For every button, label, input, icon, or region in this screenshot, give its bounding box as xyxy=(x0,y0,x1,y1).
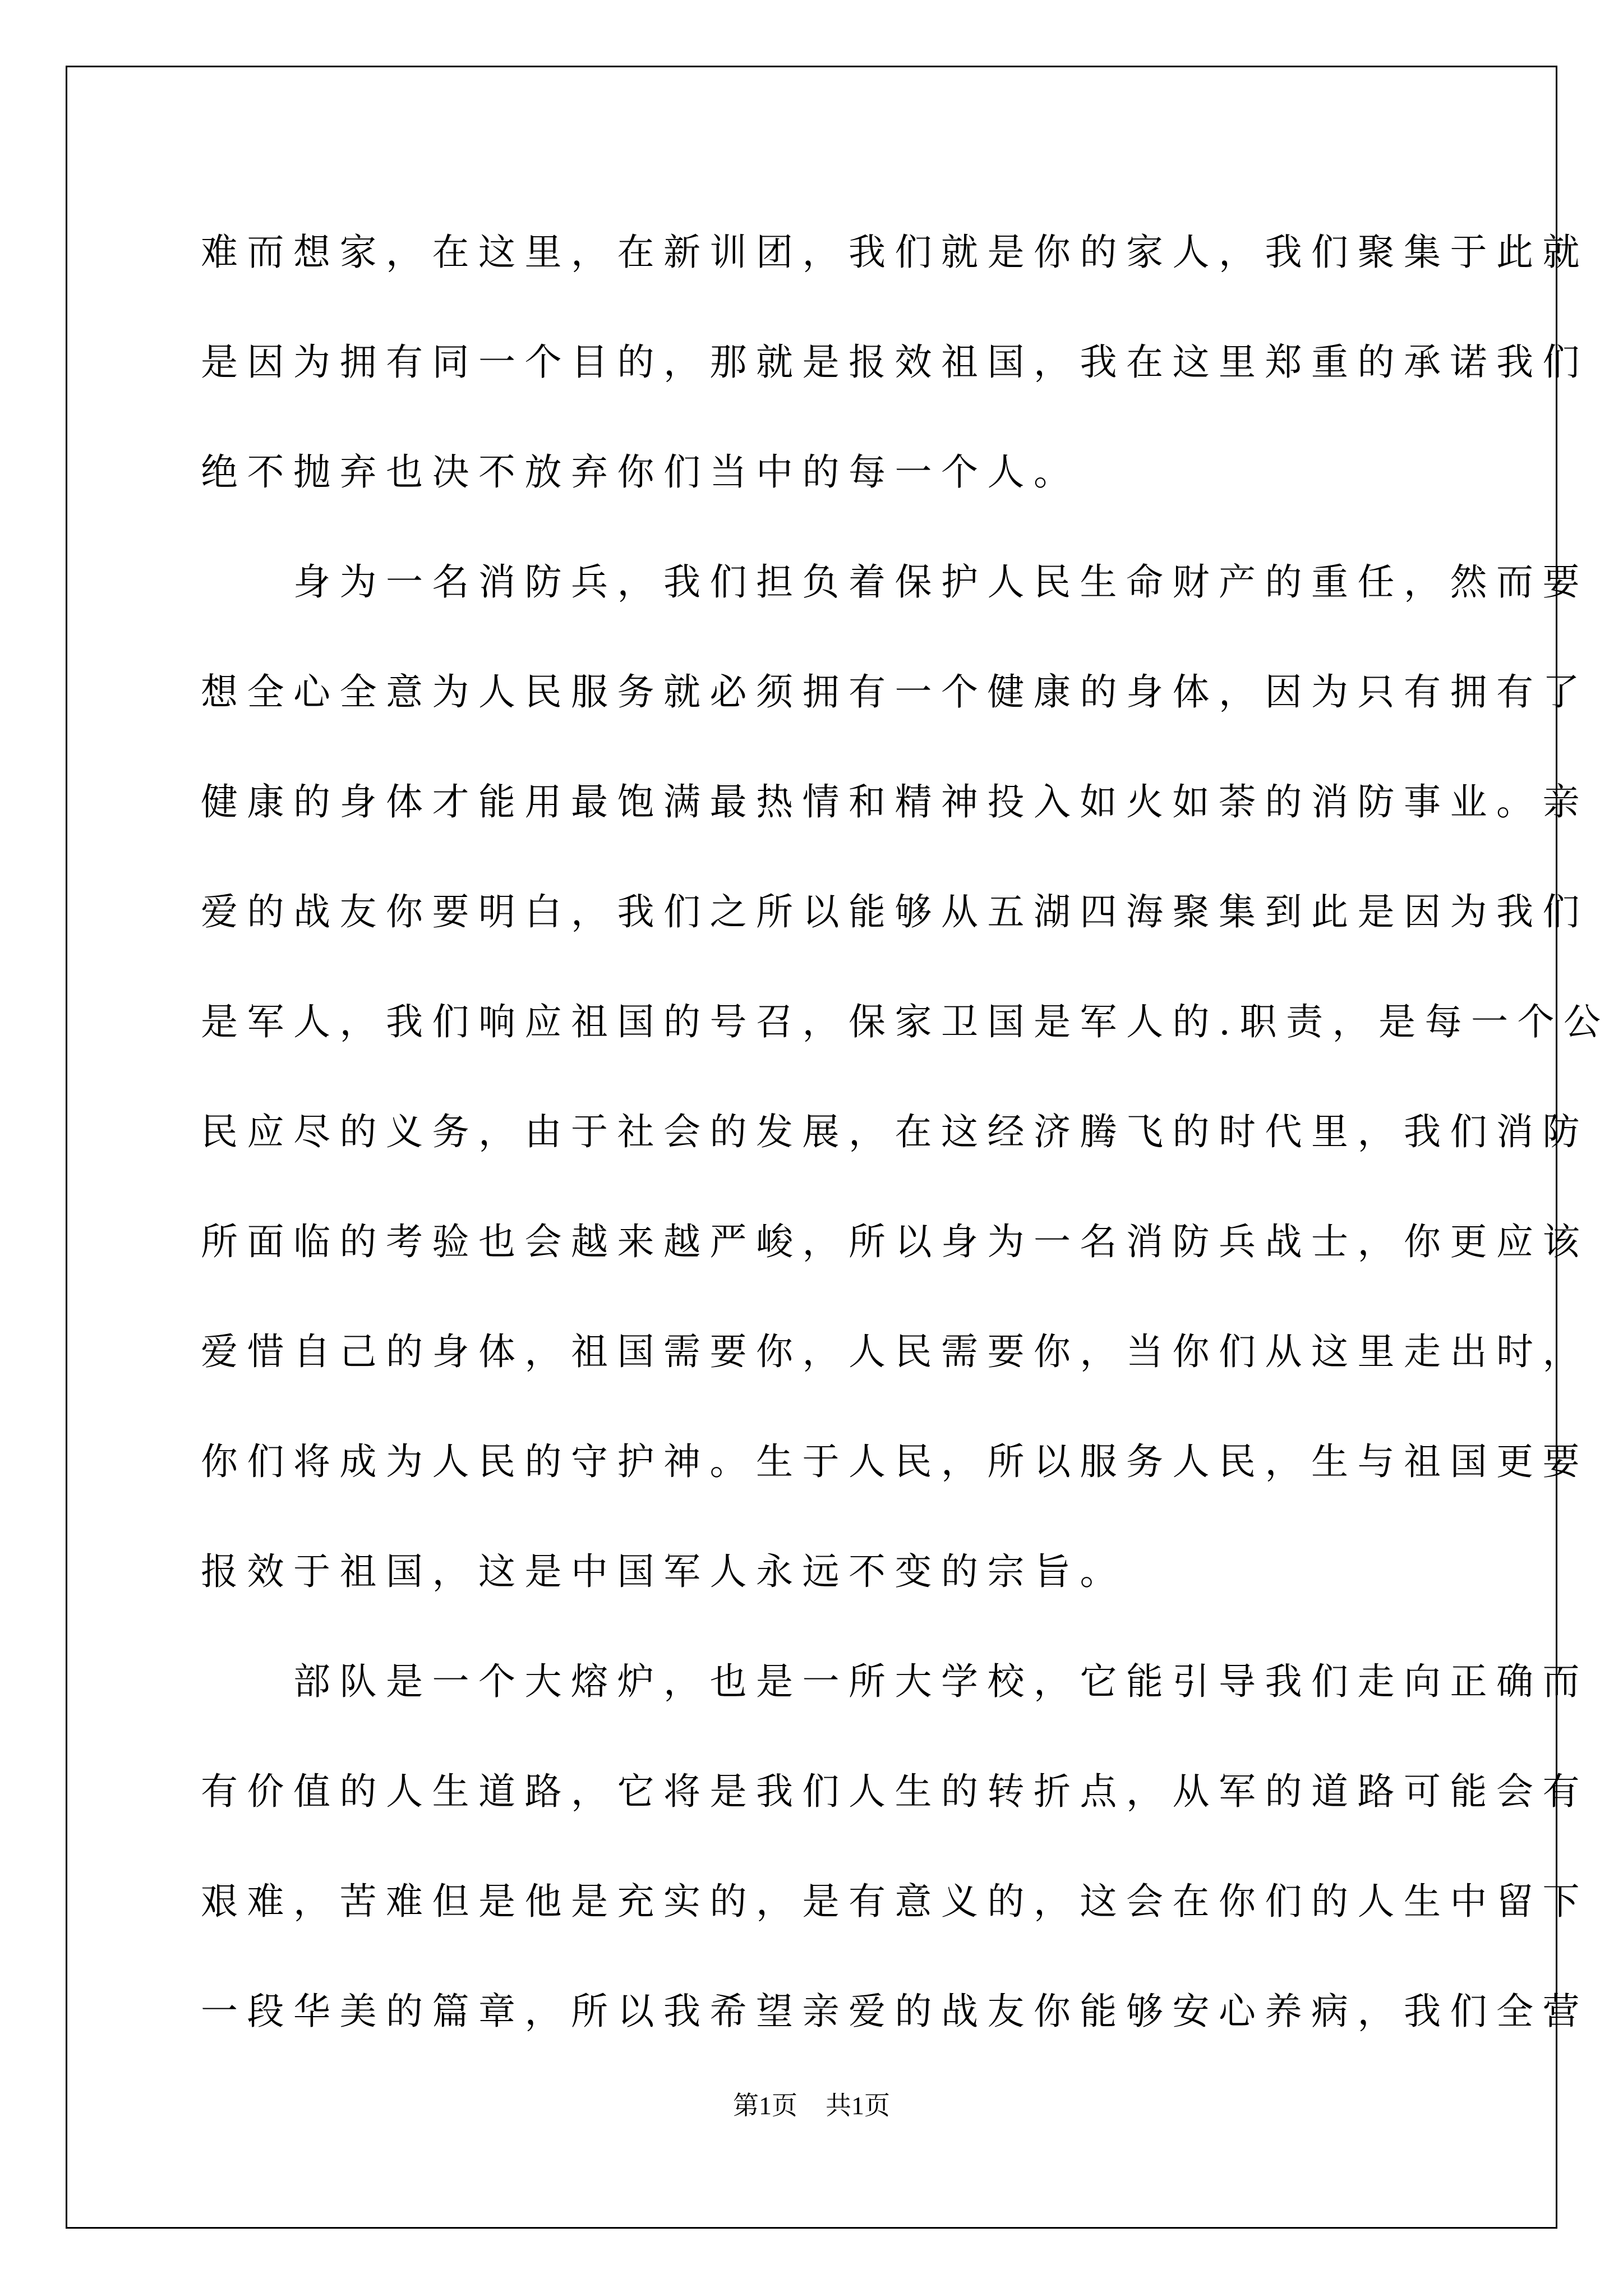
text-line: 身为一名消防兵，我们担负着保护人民生命财产的重任，然而要 xyxy=(201,560,1589,604)
text-line: 所面临的考验也会越来越严峻，所以身为一名消防兵战士，你更应该 xyxy=(201,1220,1589,1263)
page-number: 第1页 xyxy=(733,2091,797,2120)
text-line: 难而想家，在这里，在新训团，我们就是你的家人，我们聚集于此就 xyxy=(201,231,1589,274)
text-line: 健康的身体才能用最饱满最热情和精神投入如火如荼的消防事业。亲 xyxy=(201,780,1589,823)
document-body xyxy=(201,219,1610,2088)
text-line: 想全心全意为人民服务就必须拥有一个健康的身体，因为只有拥有了 xyxy=(201,670,1589,714)
text-line: 有价值的人生道路，它将是我们人生的转折点，从军的道路可能会有 xyxy=(201,1770,1589,1813)
page-footer xyxy=(0,2089,1623,2123)
page-total: 共1页 xyxy=(826,2091,890,2120)
text-line: 一段华美的篇章，所以我希望亲爱的战友你能够安心养病，我们全营 xyxy=(201,1990,1589,2033)
text-line: 报效于祖国，这是中国军人永远不变的宗旨。 xyxy=(201,1550,1126,1593)
text-line: 爱惜自己的身体，祖国需要你，人民需要你，当你们从这里走出时， xyxy=(201,1330,1589,1373)
text-line: 爱的战友你要明白，我们之所以能够从五湖四海聚集到此是因为我们 xyxy=(201,890,1589,933)
text-line: 是军人，我们响应祖国的号召，保家卫国是军人的.职责，是每一个公 xyxy=(201,1000,1610,1043)
text-line: 是因为拥有同一个目的，那就是报效祖国，我在这里郑重的承诺我们 xyxy=(201,341,1589,384)
text-line: 你们将成为人民的守护神。生于人民，所以服务人民，生与祖国更要 xyxy=(201,1440,1589,1483)
text-line: 绝不抛弃也决不放弃你们当中的每一个人。 xyxy=(201,450,1080,494)
text-line: 部队是一个大熔炉，也是一所大学校，它能引导我们走向正确而 xyxy=(201,1660,1589,1703)
text-line: 艰难，苦难但是他是充实的，是有意义的，这会在你们的人生中留下 xyxy=(201,1880,1589,1923)
text-line: 民应尽的义务，由于社会的发展，在这经济腾飞的时代里，我们消防 xyxy=(201,1110,1589,1153)
